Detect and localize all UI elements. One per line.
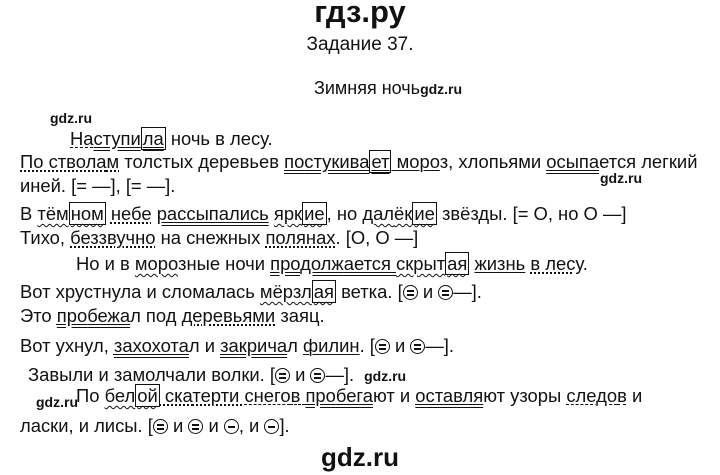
text-line-6 <box>76 253 588 275</box>
dash-in-circle-icon <box>224 419 239 434</box>
text-fragment: ется ле <box>599 151 663 172</box>
text-fragment: бел ой <box>104 385 158 406</box>
ending-box: ла <box>142 128 164 149</box>
predicate: пробега <box>305 385 373 406</box>
text-fragment: ют и <box>372 385 416 406</box>
text-fragment: л под <box>130 305 182 326</box>
text-fragment: снегов <box>244 385 306 406</box>
text-fragment: зные ночи <box>178 253 271 274</box>
ending-box: ие <box>414 203 435 224</box>
text-fragment: Это <box>20 305 57 326</box>
subject: филин <box>302 335 360 356</box>
text-fragment: —]. <box>453 281 482 302</box>
text-fragment: ]. <box>279 415 290 436</box>
text-fragment: —]. <box>325 364 355 385</box>
text-fragment: и <box>289 364 311 385</box>
text-fragment: заяц. <box>275 305 325 326</box>
text-fragment: ярк ие <box>273 203 325 224</box>
text-fragment: и <box>203 415 224 436</box>
text-fragment: . <box>582 253 588 274</box>
equals-in-circle-icon <box>310 368 325 383</box>
text-fragment: гкий <box>662 151 698 172</box>
equals-in-circle-icon <box>188 419 203 434</box>
text-line-5 <box>20 227 418 249</box>
ending-box: ном <box>70 203 104 224</box>
poem-title <box>314 78 462 99</box>
text-fragment: скатерти <box>159 385 245 406</box>
text-fragment: . <box>267 128 273 149</box>
footer-watermark: gdz.ru <box>321 442 399 472</box>
text-fragment: вьев <box>239 151 285 172</box>
text-fragment: тём ном <box>37 203 104 224</box>
ending-box: ие <box>304 203 325 224</box>
predicate: осыпа <box>546 151 600 172</box>
text-fragment: скрыт ая <box>396 253 468 274</box>
watermark: gdz.ru <box>600 170 642 186</box>
text-fragment: Вот хрустнула и сломалась <box>20 281 260 302</box>
text-fragment: л и <box>188 335 221 356</box>
text-fragment: небе <box>110 203 152 224</box>
text-fragment: и <box>389 335 411 356</box>
text-fragment: По <box>76 385 105 406</box>
site-title: гдз.ру <box>314 0 406 29</box>
text-line-1 <box>70 128 273 150</box>
predicate: захохота <box>113 335 189 356</box>
text-line-10 <box>28 364 406 387</box>
text-fragment: Вот ухнул, <box>20 335 114 356</box>
text-fragment: ют узоры <box>483 385 567 406</box>
subject: жизнь <box>474 253 526 274</box>
watermark: gdz.ru <box>50 110 92 126</box>
text-fragment: . [ <box>359 335 375 356</box>
text-fragment: По <box>20 151 49 172</box>
text-fragment: на снежных <box>155 227 266 248</box>
text-fragment: Но и в <box>76 253 135 274</box>
equals-in-circle-icon <box>275 368 290 383</box>
watermark: gdz.ru <box>420 81 463 97</box>
text-fragment: —]. <box>425 335 455 356</box>
equals-in-circle-icon <box>410 339 425 354</box>
text-fragment: л <box>287 335 303 356</box>
equals-in-circle-icon <box>375 339 390 354</box>
text-fragment: следов <box>566 385 627 406</box>
watermark: gdz.ru <box>364 368 407 384</box>
text-line-11 <box>76 385 642 407</box>
text-line-8 <box>20 305 325 327</box>
subject: моро <box>391 151 440 172</box>
text-fragment: ночь в ле <box>165 128 251 149</box>
dash-in-circle-icon <box>264 419 279 434</box>
text-fragment: , и <box>238 415 265 436</box>
text-fragment: ре <box>219 151 240 172</box>
text-line-9 <box>20 335 454 357</box>
text-fragment: и <box>626 385 643 406</box>
predicate: оставля <box>415 385 484 406</box>
predicate: продолжается <box>270 253 397 274</box>
text-fragment: и <box>417 281 439 302</box>
ending-box: ой <box>137 385 158 406</box>
text-fragment: На <box>70 128 94 149</box>
text-line-12 <box>20 415 290 437</box>
equals-in-circle-icon <box>403 285 418 300</box>
text-fragment: мёрзл ая <box>259 281 334 302</box>
text-fragment: ласки, и лисы. [ <box>20 415 153 436</box>
text-line-4: В тём ном небе рассыпались ярк ие , но далёк ие звёзды. [= О, но О —] <box>20 203 627 224</box>
text-fragment: полянах <box>265 227 336 248</box>
text-fragment: деревьями <box>181 305 276 326</box>
ending-box: ая <box>313 281 334 302</box>
text-fragment: ветка. [ <box>335 281 403 302</box>
text-fragment: беззвучно <box>70 227 156 248</box>
predicate: закрича <box>220 335 288 356</box>
equals-in-circle-icon <box>153 419 168 434</box>
text-fragment: з, хлопьями <box>439 151 547 172</box>
predicate: пробежа <box>56 305 131 326</box>
text-line-7 <box>20 281 482 303</box>
text-fragment: В <box>20 203 38 224</box>
text-fragment: Завыли и замолчали волки. [ <box>28 364 275 385</box>
ending-box: ет <box>371 151 390 172</box>
text-fragment: моро <box>134 253 179 274</box>
text-fragment: иней. [= —], [= —]. <box>20 175 176 196</box>
text-fragment: стволам <box>48 151 120 172</box>
text-fragment: . [О, О —] <box>335 227 419 248</box>
equals-in-circle-icon <box>438 285 453 300</box>
text-fragment: далёк ие <box>362 203 435 224</box>
predicate: ступи ла <box>93 128 164 149</box>
text-line-2 <box>20 151 697 173</box>
predicate: постукива ет <box>284 151 390 172</box>
text-fragment: су <box>250 128 268 149</box>
ending-box: ая <box>447 253 468 274</box>
text-fragment: звёзды. [= О, но О —] <box>436 203 627 224</box>
text-fragment: и <box>167 415 189 436</box>
text-line-3 <box>20 175 175 197</box>
text-fragment: в лесу <box>530 253 583 274</box>
watermark: gdz.ru <box>36 394 78 410</box>
text-fragment: Тихо, <box>20 227 71 248</box>
text-fragment: толстых де <box>119 151 220 172</box>
predicate: рассыпались <box>156 203 269 224</box>
poem-title-text: Зимняя ночь <box>314 78 421 98</box>
task-number: Задание 37. <box>306 34 414 55</box>
